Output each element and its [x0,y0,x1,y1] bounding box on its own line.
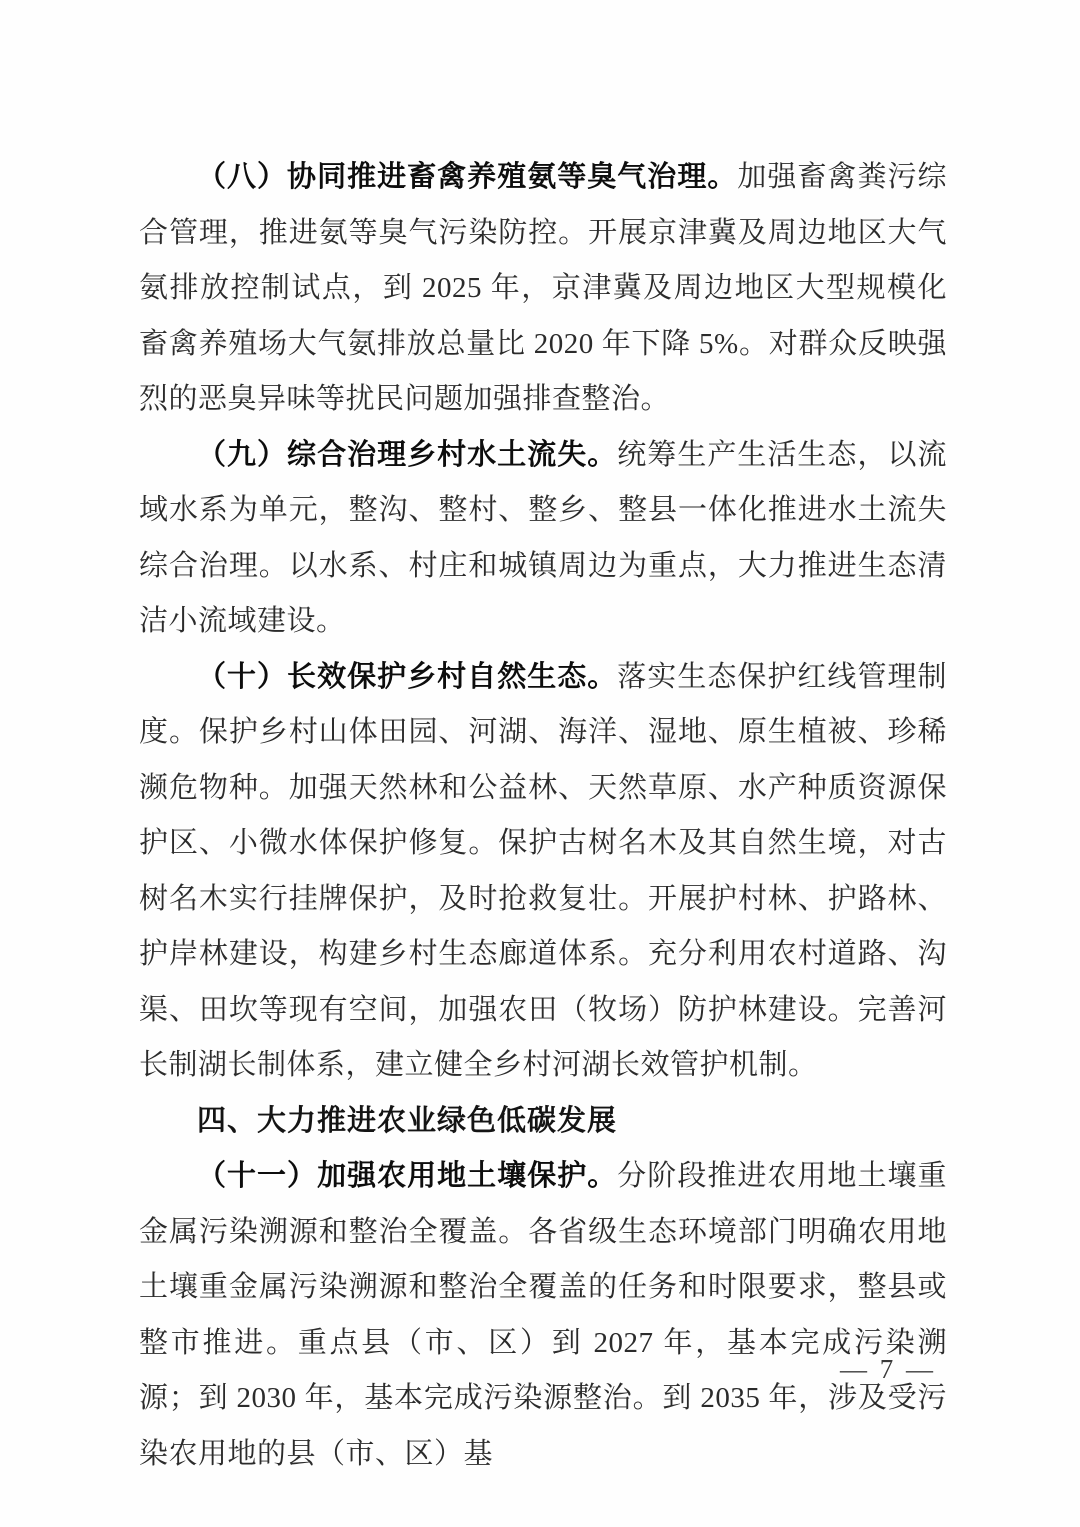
paragraph-item-8 [139,150,947,428]
paragraph-item-9 [139,428,947,650]
paragraph-9-text: 统筹生产生活生态，以流域水系为单元，整沟、整村、整乡、整县一体化推进水土流失综合治理。以水系、村庄和城镇周边为重点，大力推进生态清洁小流域建设。 [139,438,947,637]
paragraph-11-text: 分阶段推进农用地土壤重金属污染溯源和整治全覆盖。各省级生态环境部门明确农用地土壤重金属污染溯源和整治全覆盖的任务和时限要求，整县或整市推进。重点县（市、区）到 2027 年，基本完成污染溯源；到 2030 年，基本完成污染源整治。到 2035 年，涉及受污染农用地的县（市、区）基 [139,1160,947,1470]
paragraph-8-text: 加强畜禽粪污综合管理，推进氨等臭气污染防控。开展京津冀及周边地区大气氨排放控制试点，到 2025 年，京津冀及周边地区大型规模化畜禽养殖场大气氨排放总量比 2020 年下降 5%。对群众反映强烈的恶臭异味等扰民问题加强排查整治。 [139,161,947,415]
paragraph-11-lead: （十一）加强农用地土壤保护。 [197,1160,618,1192]
paragraph-item-11 [139,1149,947,1482]
section-heading-4: 四、大力推进农业绿色低碳发展 [197,1104,618,1137]
page-number: — 7 — [840,1354,936,1384]
paragraph-8-lead: （八）协同推进畜禽养殖氨等臭气治理。 [197,161,738,193]
document-body [139,150,947,1482]
paragraph-9-lead: （九）综合治理乡村水土流失。 [197,438,618,471]
paragraph-item-10 [139,650,947,1094]
paragraph-10-lead: （十）长效保护乡村自然生态。 [197,660,618,693]
paragraph-10-text: 落实生态保护红线管理制度。保护乡村山体田园、河湖、海洋、湿地、原生植被、珍稀濒危物种。加强天然林和公益林、天然草原、水产种质资源保护区、小微水体保护修复。保护古树名木及其自然生境，对古树名木实行挂牌保护，及时抢救复壮。开展护村林、护路林、护岸林建设，构建乡村生态廊道体系。充分利用农村道路、沟渠、田坎等现有空间，加强农田（牧场）防护林建设。完善河长制湖长制体系，建立健全乡村河湖长效管护机制。 [139,660,947,1081]
